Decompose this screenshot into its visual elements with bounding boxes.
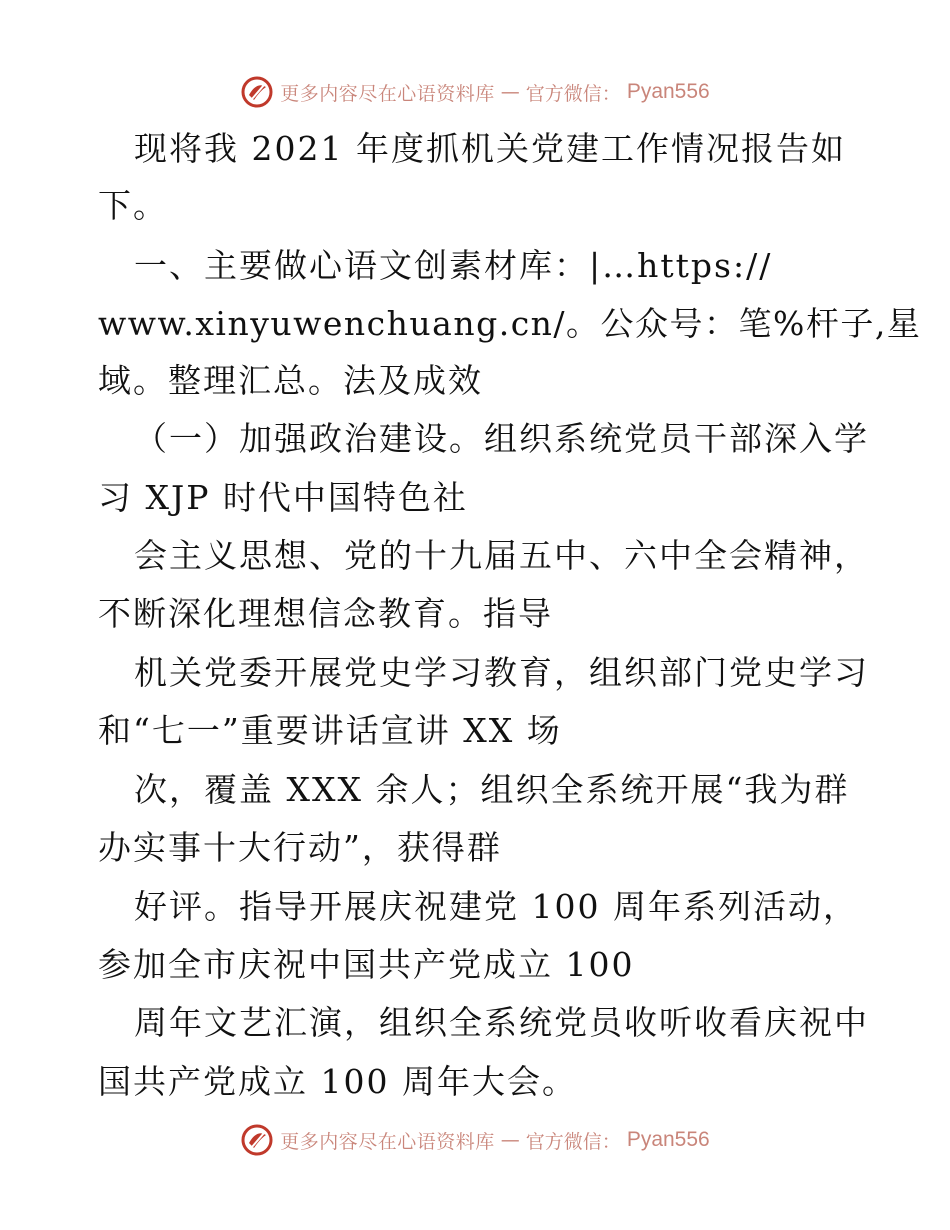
footer-watermark xyxy=(0,1118,950,1162)
text-line: 机关党委开展党史学习教育，组织部门党史学习 xyxy=(134,653,869,692)
text-line: 参加全市庆祝中国共产党成立 100 xyxy=(98,945,635,984)
text-line: 周年文艺汇演，组织全系统党员收听收看庆祝中 xyxy=(134,1003,869,1042)
text-line: 好评。指导开展庆祝建党 100 周年系列活动， xyxy=(134,887,858,926)
text-line: 下。 xyxy=(98,186,168,225)
text-line: 习 XJP 时代中国特色社 xyxy=(98,478,468,517)
text-line: 和“七一”重要讲话宣讲 XX 场 xyxy=(98,711,562,750)
brand-logo-icon xyxy=(240,1123,274,1157)
watermark-wechat-id: Pyan556 xyxy=(626,1128,710,1151)
text-line: 国共产党成立 100 周年大会。 xyxy=(98,1062,577,1101)
text-line: 域。整理汇总。法及成效 xyxy=(98,361,483,400)
watermark-text: 更多内容尽在心语资料库 xyxy=(280,1130,495,1153)
text-line: 次，覆盖 XXX 余人；组织全系统开展“我为群 xyxy=(134,770,850,809)
text-line: 一、主要做心语文创素材库：|…https:// xyxy=(134,246,773,285)
text-line: 会主义思想、党的十九届五中、六中全会精神， xyxy=(134,536,869,575)
header-watermark xyxy=(0,70,950,114)
text-line: 现将我 2021 年度抓机关党建工作情况报告如 xyxy=(134,129,846,168)
text-line: 办实事十大行动”，获得群 xyxy=(98,828,502,867)
text-line: 不断深化理想信念教育。指导 xyxy=(98,594,553,633)
text-line: （一）加强政治建设。组织系统党员干部深入学 xyxy=(134,419,869,458)
watermark-text: 更多内容尽在心语资料库 xyxy=(280,82,495,105)
watermark-wechat-label: 官方微信： xyxy=(525,1130,621,1153)
watermark-wechat-id: Pyan556 xyxy=(626,80,710,103)
watermark-wechat-label: 官方微信： xyxy=(525,82,621,105)
watermark-dash: — xyxy=(500,1129,520,1151)
text-line: www.xinyuwenchuang.cn/。公众号：笔%杆子,星 xyxy=(98,304,922,343)
brand-logo-icon xyxy=(240,75,274,109)
watermark-dash: — xyxy=(500,81,520,103)
